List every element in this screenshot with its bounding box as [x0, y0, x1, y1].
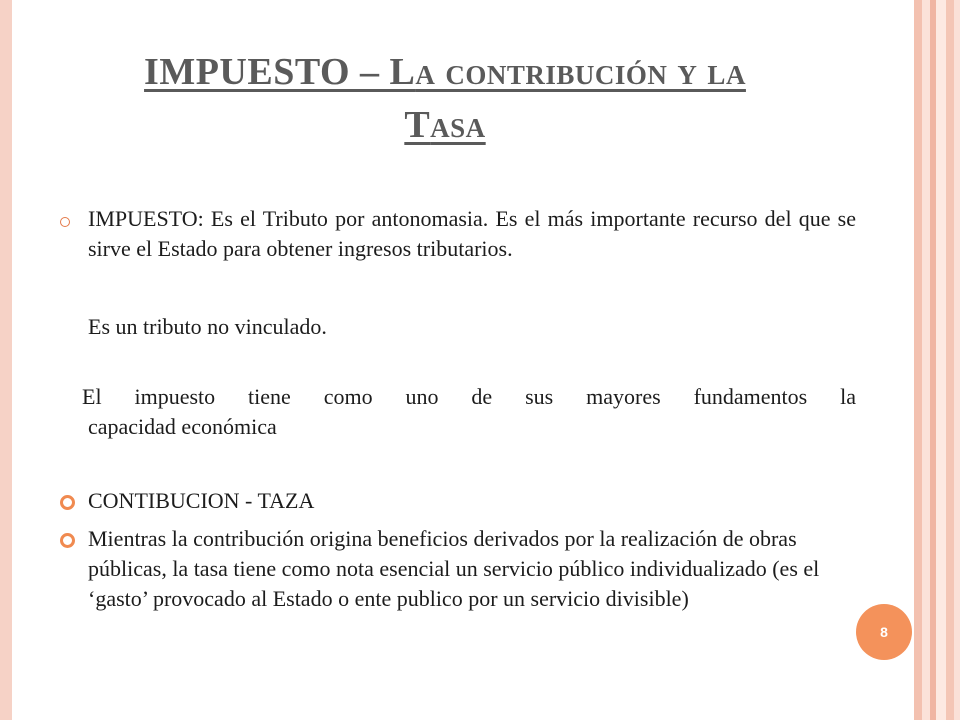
ring-bullet-icon — [60, 533, 75, 548]
right-stripes-decoration — [914, 0, 960, 720]
slide-content — [60, 204, 856, 614]
page-number-badge: 8 — [856, 604, 912, 660]
paragraph-no-vinculado: Es un tributo no vinculado. — [88, 314, 327, 339]
title-part-4: asa — [430, 104, 486, 147]
bullet-contribucion-label: CONTIBUCION - TAZA — [88, 488, 315, 513]
bullet-mientras-text: Mientras la contribución origina beneficios derivados por la realización de obras públicas, la tasa tiene como nota esencial un servicio público individualizado (es el ‘gasto’ provocado al Estado o ente publico por un servicio divisible) — [88, 526, 820, 611]
ring-bullet-icon — [60, 495, 75, 510]
title-part-2: a contribución y la — [415, 51, 746, 93]
left-border-decoration — [0, 0, 12, 720]
title-part-3: T — [404, 104, 431, 147]
paragraph-impuesto: IMPUESTO: Es el Tributo por antonomasia. Es el más importante recurso del que se sirve el Estado para obtener ingresos tributarios. — [88, 206, 856, 261]
paragraph-fundamentos — [82, 382, 856, 442]
paragraph-fundamentos-line2: capacidad económica — [88, 414, 277, 439]
hollow-bullet-icon — [60, 217, 70, 227]
bullet-contribucion-taza — [60, 486, 856, 516]
bullet-mientras — [60, 524, 856, 614]
slide-title — [60, 46, 830, 152]
title-part-1: IMPUESTO – L — [144, 51, 416, 93]
paragraph-fundamentos-line1: El impuesto tiene como uno de sus mayores fundamentos la — [82, 384, 856, 409]
bullet-impuesto — [60, 204, 856, 264]
